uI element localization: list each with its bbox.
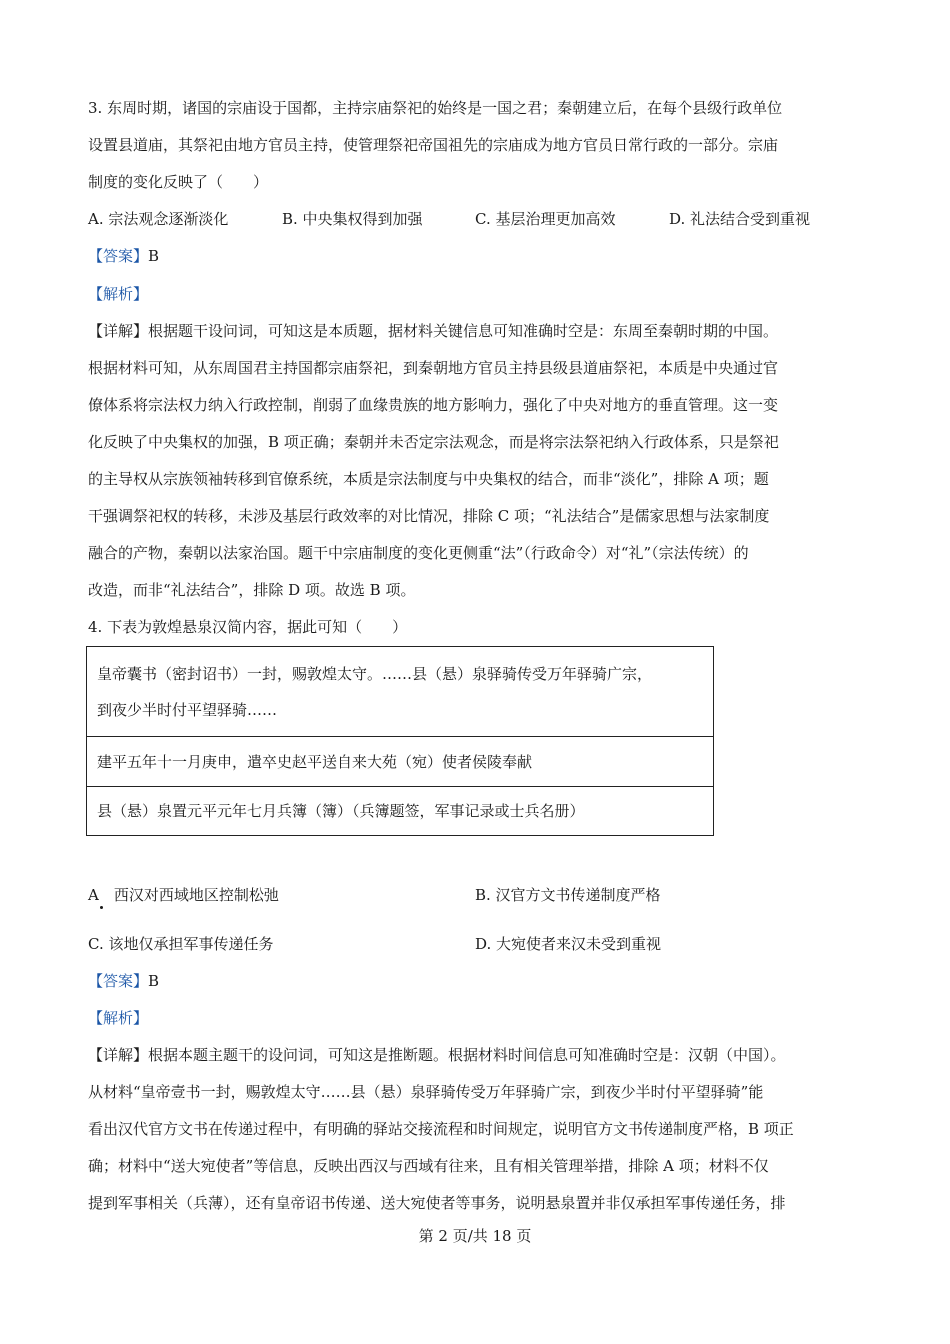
q4-detail-line-1 [88,1045,786,1065]
answer-value: B [148,247,160,265]
q3-detail-line-8: 改造，而非“礼法结合”，排除 D 项。故选 B 项。 [88,581,416,599]
q4-answer [88,971,159,991]
q3-detail-line-7: 融合的产物，秦朝以法家治国。题干中宗庙制度的变化更侧重“法”（行政命令）对“礼”（宗法传统）的 [88,544,749,562]
page-footer: 第 2 页/共 18 页 [418,1227,532,1245]
q4-detail-line-2: 从材料“皇帝壹书一封，赐敦煌太守……县（悬）泉驿骑传受万年驿骑广宗，到夜少半时付平望驿骑”能 [88,1083,764,1101]
q4-stem: 4. 下表为敦煌悬泉汉简内容，据此可知（ ） [88,618,408,636]
q4-detail-line-4: 确；材料中“送大宛使者”等信息，反映出西汉与西域有往来，且有相关管理举措，排除 A 项；材料不仅 [88,1157,769,1175]
q3-option-a: A. 宗法观念逐渐淡化 [88,210,229,228]
q3-option-c: C. 基层治理更加高效 [475,210,616,228]
q3-analysis-tag [88,284,148,304]
q3-detail-line-5: 的主导权从宗族领袖转移到官僚系统，本质是宗法制度与中央集权的结合，而非“淡化”，排除 A 项；题 [88,470,769,488]
q4-option-a: A 西汉对西域地区控制松弛 [88,886,279,904]
table-row [87,787,713,835]
table-cell-line: 皇帝囊书（密封诏书）一封，赐敦煌太守。……县（悬）泉驿骑传受万年驿骑广宗， [97,665,653,683]
q3-option-d: D. 礼法结合受到重视 [669,210,811,228]
q3-answer [88,246,159,266]
analysis-tag: 【解析】 [88,285,149,303]
q3-detail-line-4: 化反映了中央集权的加强，B 项正确；秦朝并未否定宗法观念，而是将宗法祭祀纳入行政体系，只是祭祀 [88,433,779,451]
q3-detail-line-1 [88,321,778,341]
detail-text: 根据本题主题干的设问词，可知这是推断题。根据材料时间信息可知准确时空是：汉朝（中国）。 [148,1046,786,1064]
q3-stem-line-1: 3. 东周时期，诸国的宗庙设于国都，主持宗庙祭祀的始终是一国之君；秦朝建立后，在每个县级行政单位 [88,99,783,117]
analysis-tag: 【解析】 [88,1009,149,1027]
table-cell-line: 建平五年十一月庚申，遣卒史赵平送自来大苑（宛）使者侯陵奉献 [97,753,533,771]
q4-option-c: C. 该地仅承担军事传递任务 [88,935,274,953]
table-cell-line: 到夜少半时付平望驿骑…… [97,701,278,719]
detail-tag: 【详解】 [88,322,149,340]
detail-tag: 【详解】 [88,1046,149,1064]
q4-analysis-tag [88,1008,148,1028]
q3-stem-line-3: 制度的变化反映了（ ） [88,173,269,191]
table-row [87,647,713,737]
answer-value: B [148,972,160,990]
answer-tag: 【答案】 [88,972,149,990]
q3-detail-line-2: 根据材料可知，从东周国君主持国都宗庙祭祀，到秦朝地方官员主持县级县道庙祭祀，本质是中央通过官 [88,359,779,377]
q4-detail-line-3: 看出汉代官方文书在传递过程中，有明确的驿站交接流程和时间规定，说明官方文书传递制度严格，B 项正 [88,1120,794,1138]
table-cell-line: 县（悬）泉置元平元年七月兵簿（簿）（兵簿题签，军事记录或士兵名册） [97,802,585,820]
q3-detail-line-6: 干强调祭祀权的转移，未涉及基层行政效率的对比情况，排除 C 项；“礼法结合”是儒家思想与法家制度 [88,507,770,525]
detail-text: 根据题干设问词，可知这是本质题，据材料关键信息可知准确时空是：东周至秦朝时期的中国。 [148,322,779,340]
q3-option-b: B. 中央集权得到加强 [282,210,423,228]
q4-material-table [86,646,714,836]
emphasis-dot [100,906,103,909]
q4-detail-line-5: 提到军事相关（兵薄），还有皇帝诏书传递、送大宛使者等事务，说明悬泉置并非仅承担军事传递任务，排 [88,1194,786,1212]
q4-option-b: B. 汉官方文书传递制度严格 [475,886,661,904]
table-row [87,737,713,787]
q3-detail-line-3: 僚体系将宗法权力纳入行政控制，削弱了血缘贵族的地方影响力，强化了中央对地方的垂直管理。这一变 [88,396,779,414]
answer-tag: 【答案】 [88,247,149,265]
q3-stem-line-2: 设置县道庙，其祭祀由地方官员主持，使管理祭祀帝国祖先的宗庙成为地方官员日常行政的一部分。宗庙 [88,136,779,154]
q4-option-d: D. 大宛使者来汉未受到重视 [475,935,662,953]
